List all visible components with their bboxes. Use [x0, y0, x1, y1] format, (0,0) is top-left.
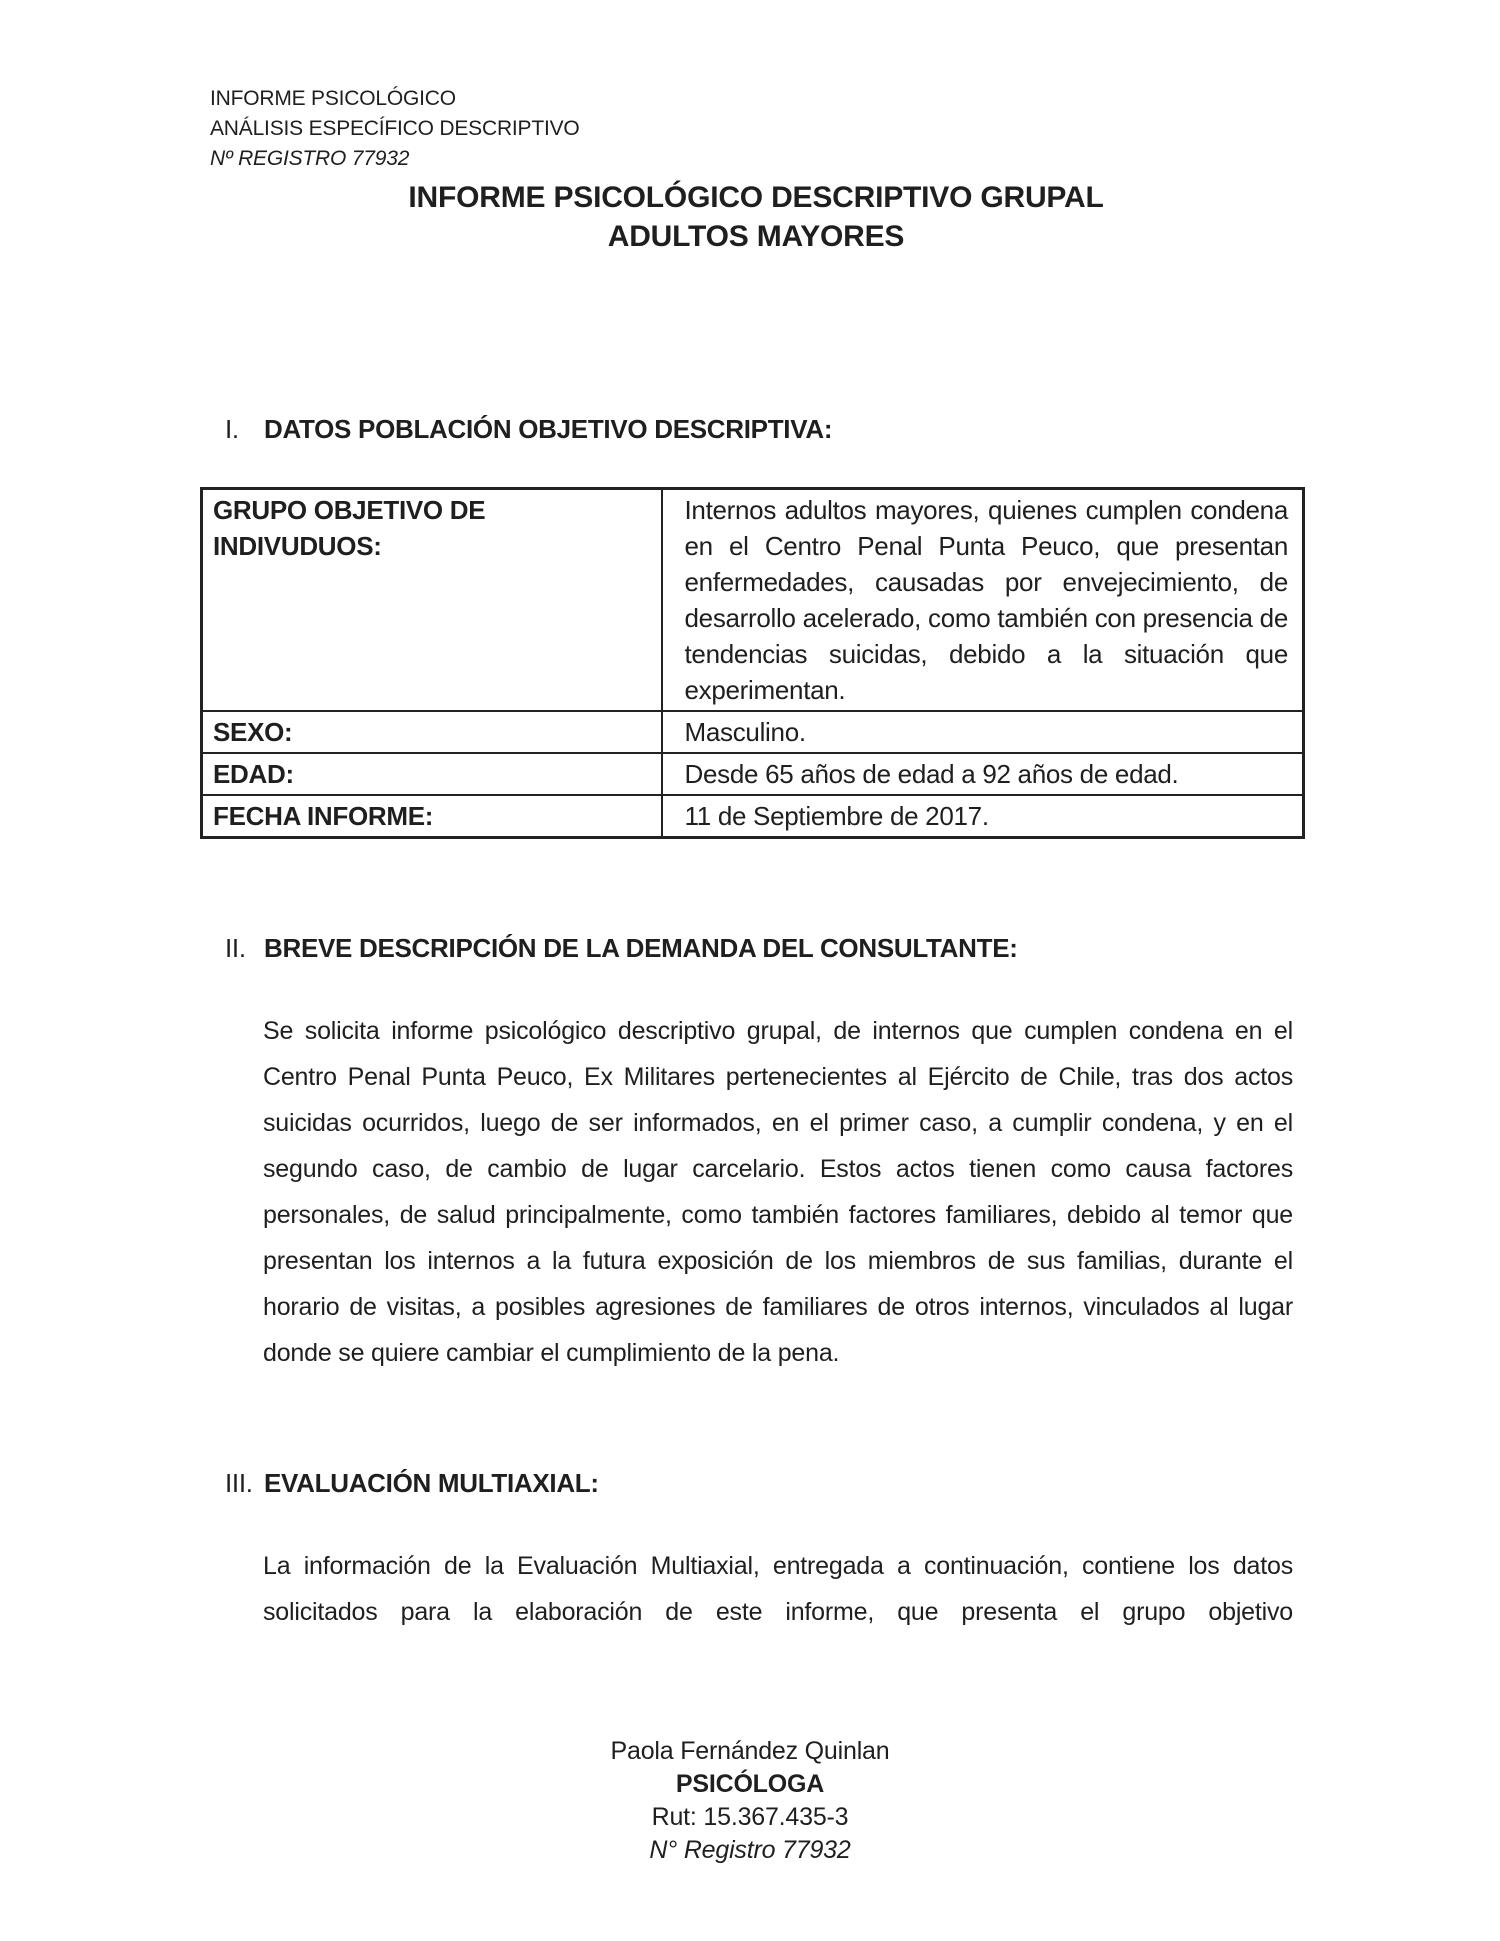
- table-label-edad: EDAD:: [202, 753, 662, 795]
- section-2-heading-text: BREVE DESCRIPCIÓN DE LA DEMANDA DEL CONSULTANTE:: [264, 933, 1018, 963]
- document-title-line-1: INFORME PSICOLÓGICO DESCRIPTIVO GRUPAL: [408, 181, 1104, 214]
- letterhead: [210, 84, 580, 174]
- table-label-fecha-informe: FECHA INFORME:: [202, 795, 662, 838]
- section-1-heading: [225, 414, 832, 445]
- population-data-table: [200, 487, 1305, 839]
- table-row: [202, 489, 1304, 712]
- section-2-heading: [225, 933, 1018, 964]
- letterhead-registry-number: Nº REGISTRO 77932: [210, 147, 410, 170]
- section-1-number: I.: [225, 414, 239, 444]
- letterhead-line-1: INFORME PSICOLÓGICO: [210, 87, 456, 110]
- section-2-paragraph: Se solicita informe psicológico descriptivo grupal, de internos que cumplen condena en el Centro Penal Punta Peuco, Ex Militares pertenecientes al Ejército de Chile, tras dos actos suicidas ocurridos, luego de ser informados, en el primer caso, a cumplir condena, y en el segundo caso, de cambio de lugar carcelario. Estos actos tienen como causa factores personales, de salud principalmente, como también factores familiares, debido al temor que presentan los internos a la futura exposición de los miembros de sus familias, durante el horario de visitas, a posibles agresiones de familiares de otros internos, vinculados al lugar donde se quiere cambiar el cumplimiento de la pena.: [263, 1017, 1293, 1367]
- section-3-heading: [225, 1468, 599, 1499]
- table-row: [202, 711, 1304, 753]
- document-title: [210, 178, 1302, 256]
- signature-rut: Rut: 15.367.435-3: [651, 1803, 849, 1831]
- signature-name: Paola Fernández Quinlan: [610, 1737, 890, 1765]
- signature-registry: N° Registro 77932: [649, 1836, 851, 1864]
- table-value-edad: Desde 65 años de edad a 92 años de edad.: [662, 753, 1304, 795]
- letterhead-line-2: ANÁLISIS ESPECÍFICO DESCRIPTIVO: [210, 117, 580, 140]
- table-label-sexo: SEXO:: [202, 711, 662, 753]
- table-row: [202, 753, 1304, 795]
- section-3-heading-text: EVALUACIÓN MULTIAXIAL:: [264, 1468, 599, 1498]
- section-1-heading-text: DATOS POBLACIÓN OBJETIVO DESCRIPTIVA:: [264, 414, 833, 444]
- table-label-grupo-objetivo: GRUPO OBJETIVO DE INDIVUDUOS:: [202, 489, 662, 712]
- signature-role: PSICÓLOGA: [675, 1770, 825, 1798]
- table-value-grupo-objetivo: Internos adultos mayores, quienes cumplen condena en el Centro Penal Punta Peuco, que presentan enfermedades, causadas por envejecimiento, de desarrollo acelerado, como también con presencia de tendencias suicidas, debido a la situación que experimentan.: [662, 489, 1304, 712]
- section-3-paragraph: La información de la Evaluación Multiaxial, entregada a continuación, contiene los datos solicitados para la elaboración de este informe, que presenta el grupo objetivo: [263, 1552, 1293, 1626]
- table-row: [202, 795, 1304, 838]
- table-value-sexo: Masculino.: [662, 711, 1304, 753]
- section-2-number: II.: [225, 933, 246, 963]
- section-3-number: III.: [225, 1468, 253, 1498]
- signature-block: [0, 1735, 1500, 1867]
- document-title-line-2: ADULTOS MAYORES: [607, 220, 905, 253]
- table-value-fecha-informe: 11 de Septiembre de 2017.: [662, 795, 1304, 838]
